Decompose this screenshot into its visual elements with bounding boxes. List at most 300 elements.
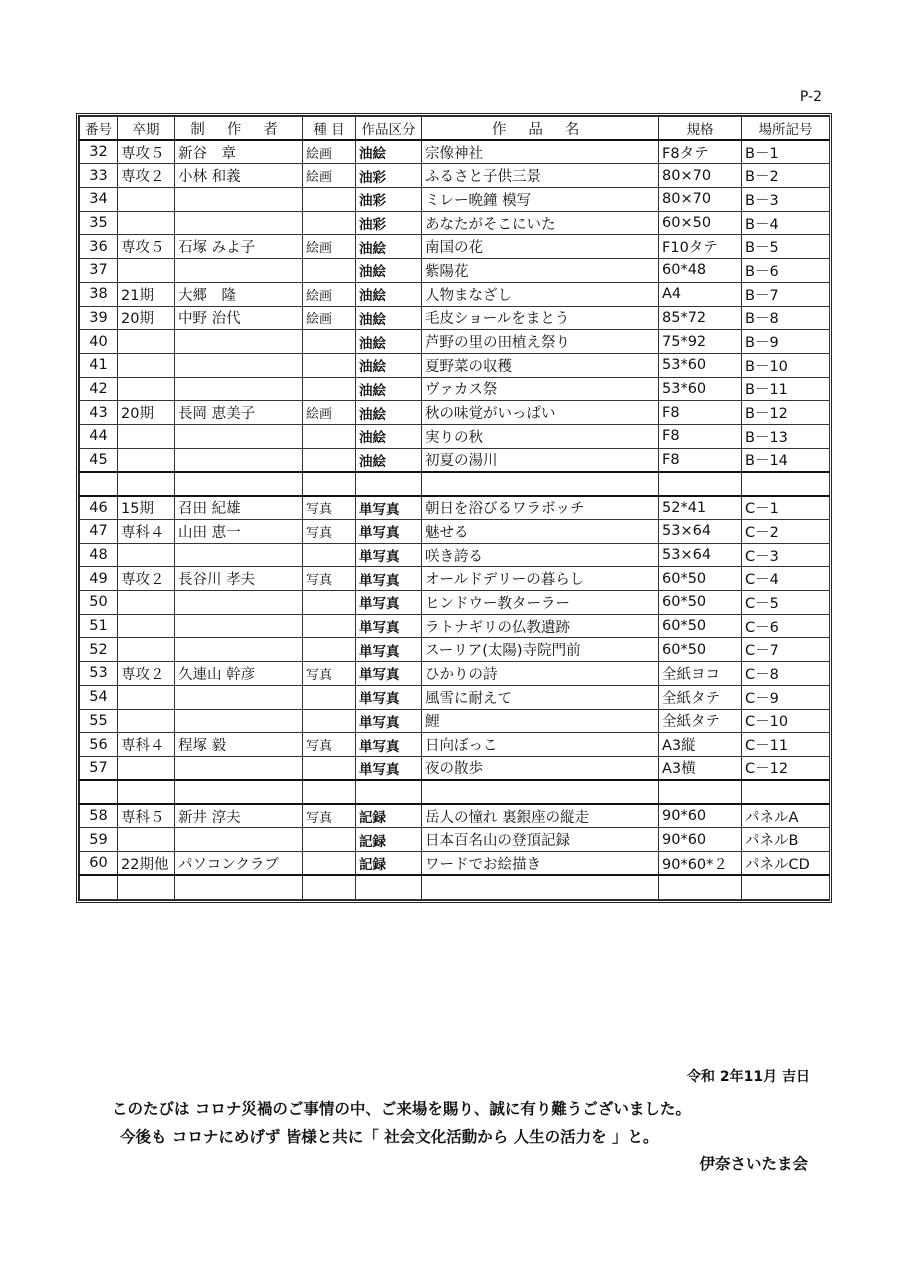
- cell-location: B－14: [742, 448, 830, 472]
- cell-work-type: 単写真: [356, 685, 422, 709]
- cell-size: F10タテ: [659, 235, 742, 259]
- cell-number: 37: [80, 259, 118, 283]
- cell-category: [303, 472, 356, 496]
- cell-artist: 長岡 恵美子: [175, 401, 303, 425]
- cell-graduation: [118, 424, 175, 448]
- cell-category: 絵画: [303, 164, 356, 188]
- cell-location: B－12: [742, 401, 830, 425]
- cell-artist: 程塚 毅: [175, 733, 303, 757]
- cell-location: B－5: [742, 235, 830, 259]
- cell-number: 44: [80, 424, 118, 448]
- cell-location: [742, 875, 830, 899]
- table-row: [80, 330, 830, 354]
- cell-size: A3横: [659, 756, 742, 780]
- footer-organization: 伊奈さいたま会: [699, 1155, 808, 1173]
- cell-title: 朝日を浴びるワラボッチ: [422, 496, 659, 520]
- cell-work-type: 単写真: [356, 638, 422, 662]
- cell-title: 毛皮ショールをまとう: [422, 306, 659, 330]
- table-row: [80, 804, 830, 828]
- cell-category: [303, 875, 356, 899]
- cell-category: [303, 780, 356, 804]
- cell-work-type: 油絵: [356, 401, 422, 425]
- table-row: [80, 424, 830, 448]
- cell-location: B－10: [742, 353, 830, 377]
- cell-location: B－8: [742, 306, 830, 330]
- cell-location: B－6: [742, 259, 830, 283]
- cell-title: ワードでお絵描き: [422, 851, 659, 875]
- table-row: [80, 733, 830, 757]
- cell-number: 53: [80, 662, 118, 686]
- cell-title: 紫陽花: [422, 259, 659, 283]
- cell-work-type: 油絵: [356, 424, 422, 448]
- table-row: [80, 709, 830, 733]
- header-title: 作 品 名: [422, 117, 659, 141]
- cell-location: C－3: [742, 543, 830, 567]
- header-size: 規格: [659, 117, 742, 141]
- cell-work-type: 単写真: [356, 662, 422, 686]
- cell-category: 絵画: [303, 306, 356, 330]
- cell-location: C－11: [742, 733, 830, 757]
- cell-work-type: 油絵: [356, 235, 422, 259]
- cell-number: 34: [80, 188, 118, 212]
- table-row: [80, 638, 830, 662]
- cell-location: パネルA: [742, 804, 830, 828]
- cell-number: 51: [80, 614, 118, 638]
- cell-artist: 長谷川 孝夫: [175, 567, 303, 591]
- cell-graduation: [118, 614, 175, 638]
- cell-size: 80×70: [659, 188, 742, 212]
- cell-number: 52: [80, 638, 118, 662]
- cell-location: B－11: [742, 377, 830, 401]
- cell-title: 夜の散歩: [422, 756, 659, 780]
- cell-artist: [175, 188, 303, 212]
- cell-location: C－12: [742, 756, 830, 780]
- cell-number: 55: [80, 709, 118, 733]
- table-row: [80, 259, 830, 283]
- cell-size: 52*41: [659, 496, 742, 520]
- cell-graduation: [118, 259, 175, 283]
- cell-category: [303, 543, 356, 567]
- cell-artist: 山田 恵一: [175, 520, 303, 544]
- cell-category: [303, 851, 356, 875]
- cell-graduation: [118, 756, 175, 780]
- cell-graduation: [118, 353, 175, 377]
- cell-location: B－7: [742, 282, 830, 306]
- cell-title: 宗像神社: [422, 140, 659, 164]
- cell-graduation: [118, 188, 175, 212]
- cell-number: 36: [80, 235, 118, 259]
- cell-artist: 大郷 隆: [175, 282, 303, 306]
- cell-graduation: [118, 828, 175, 852]
- cell-size: 60*48: [659, 259, 742, 283]
- cell-category: [303, 828, 356, 852]
- cell-work-type: 単写真: [356, 591, 422, 615]
- cell-title: あなたがそこにいた: [422, 211, 659, 235]
- cell-number: 43: [80, 401, 118, 425]
- table-row: [80, 353, 830, 377]
- cell-graduation: [118, 448, 175, 472]
- cell-artist: [175, 330, 303, 354]
- cell-location: B－13: [742, 424, 830, 448]
- cell-artist: パソコンクラブ: [175, 851, 303, 875]
- cell-category: 写真: [303, 567, 356, 591]
- cell-graduation: 専科４: [118, 733, 175, 757]
- cell-work-type: [356, 875, 422, 899]
- cell-size: A4: [659, 282, 742, 306]
- cell-graduation: [118, 780, 175, 804]
- cell-title: スーリア(太陽)寺院門前: [422, 638, 659, 662]
- cell-size: 60*50: [659, 614, 742, 638]
- cell-location: B－2: [742, 164, 830, 188]
- cell-artist: [175, 756, 303, 780]
- cell-work-type: 単写真: [356, 733, 422, 757]
- cell-artist: [175, 685, 303, 709]
- cell-title: 芦野の里の田植え祭り: [422, 330, 659, 354]
- cell-category: 絵画: [303, 401, 356, 425]
- cell-number: 33: [80, 164, 118, 188]
- cell-category: [303, 424, 356, 448]
- cell-work-type: 記録: [356, 851, 422, 875]
- cell-location: B－3: [742, 188, 830, 212]
- cell-work-type: 油絵: [356, 377, 422, 401]
- cell-number: 56: [80, 733, 118, 757]
- cell-artist: [175, 591, 303, 615]
- cell-size: 90*60*２: [659, 851, 742, 875]
- cell-location: C－2: [742, 520, 830, 544]
- cell-number: 58: [80, 804, 118, 828]
- cell-size: 90*60: [659, 828, 742, 852]
- table-row: [80, 377, 830, 401]
- cell-graduation: 専攻２: [118, 164, 175, 188]
- cell-artist: [175, 448, 303, 472]
- cell-artist: [175, 828, 303, 852]
- cell-category: 写真: [303, 496, 356, 520]
- cell-size: 90*60: [659, 804, 742, 828]
- table-row: [80, 828, 830, 852]
- cell-title: 魅せる: [422, 520, 659, 544]
- table-row: [80, 567, 830, 591]
- cell-size: F8: [659, 424, 742, 448]
- cell-size: 75*92: [659, 330, 742, 354]
- cell-number: 48: [80, 543, 118, 567]
- cell-location: C－8: [742, 662, 830, 686]
- cell-graduation: 専攻５: [118, 235, 175, 259]
- table-row: [80, 164, 830, 188]
- table-row: [80, 591, 830, 615]
- cell-graduation: [118, 543, 175, 567]
- cell-location: [742, 780, 830, 804]
- cell-artist: 召田 紀雄: [175, 496, 303, 520]
- cell-graduation: [118, 211, 175, 235]
- cell-number: 45: [80, 448, 118, 472]
- cell-title: [422, 472, 659, 496]
- cell-artist: [175, 614, 303, 638]
- table-header-row: [80, 117, 830, 141]
- cell-category: [303, 188, 356, 212]
- cell-number: 42: [80, 377, 118, 401]
- cell-work-type: 油絵: [356, 448, 422, 472]
- cell-title: 風雪に耐えて: [422, 685, 659, 709]
- cell-graduation: 専攻２: [118, 567, 175, 591]
- cell-artist: 石塚 みよ子: [175, 235, 303, 259]
- table-row: [80, 282, 830, 306]
- table-body: [80, 140, 830, 899]
- cell-location: B－1: [742, 140, 830, 164]
- table-row: [80, 401, 830, 425]
- cell-title: ふるさと子供三景: [422, 164, 659, 188]
- cell-location: C－9: [742, 685, 830, 709]
- cell-location: C－4: [742, 567, 830, 591]
- cell-category: [303, 330, 356, 354]
- cell-graduation: [118, 472, 175, 496]
- table-row: [80, 614, 830, 638]
- footer-message-2: 今後も コロナにめげず 皆様と共に「 社会文化活動から 人生の活力を 」と。: [120, 1128, 659, 1146]
- cell-artist: [175, 472, 303, 496]
- cell-work-type: 油絵: [356, 306, 422, 330]
- cell-graduation: 専攻５: [118, 140, 175, 164]
- header-number: 番号: [80, 117, 118, 141]
- cell-artist: 小林 和義: [175, 164, 303, 188]
- cell-artist: 久連山 幹彦: [175, 662, 303, 686]
- cell-number: 59: [80, 828, 118, 852]
- spacer-row: [80, 875, 830, 899]
- cell-work-type: 単写真: [356, 567, 422, 591]
- cell-size: 53×64: [659, 520, 742, 544]
- cell-artist: [175, 259, 303, 283]
- cell-work-type: 単写真: [356, 520, 422, 544]
- table-row: [80, 188, 830, 212]
- cell-size: 60×50: [659, 211, 742, 235]
- cell-location: C－5: [742, 591, 830, 615]
- cell-work-type: 単写真: [356, 496, 422, 520]
- cell-artist: [175, 211, 303, 235]
- table-row: [80, 756, 830, 780]
- cell-category: [303, 709, 356, 733]
- cell-title: 咲き誇る: [422, 543, 659, 567]
- cell-category: [303, 377, 356, 401]
- cell-title: 岳人の憧れ 裏銀座の縦走: [422, 804, 659, 828]
- cell-title: 鯉: [422, 709, 659, 733]
- cell-title: オールドデリーの暮らし: [422, 567, 659, 591]
- cell-work-type: 油彩: [356, 188, 422, 212]
- cell-category: 絵画: [303, 282, 356, 306]
- cell-category: 写真: [303, 520, 356, 544]
- exhibit-table-frame: [76, 113, 832, 903]
- cell-location: [742, 472, 830, 496]
- cell-category: [303, 638, 356, 662]
- table-row: [80, 306, 830, 330]
- cell-category: [303, 591, 356, 615]
- cell-work-type: 単写真: [356, 709, 422, 733]
- cell-graduation: [118, 638, 175, 662]
- cell-title: ミレー晩鐘 模写: [422, 188, 659, 212]
- table-row: [80, 140, 830, 164]
- cell-graduation: 22期他: [118, 851, 175, 875]
- table-row: [80, 851, 830, 875]
- cell-size: [659, 875, 742, 899]
- cell-number: 47: [80, 520, 118, 544]
- cell-artist: [175, 424, 303, 448]
- table-row: [80, 235, 830, 259]
- cell-number: 46: [80, 496, 118, 520]
- cell-number: [80, 472, 118, 496]
- cell-size: A3縦: [659, 733, 742, 757]
- cell-number: 54: [80, 685, 118, 709]
- cell-location: C－10: [742, 709, 830, 733]
- footer-date: 令和 2年11月 吉日: [687, 1069, 810, 1085]
- cell-title: 南国の花: [422, 235, 659, 259]
- cell-location: パネルB: [742, 828, 830, 852]
- cell-size: F8: [659, 401, 742, 425]
- cell-artist: 新谷 章: [175, 140, 303, 164]
- cell-artist: 中野 治代: [175, 306, 303, 330]
- cell-location: C－6: [742, 614, 830, 638]
- cell-title: ラトナギリの仏教遺跡: [422, 614, 659, 638]
- cell-work-type: 油絵: [356, 140, 422, 164]
- cell-artist: [175, 780, 303, 804]
- cell-size: F8: [659, 448, 742, 472]
- cell-category: 写真: [303, 662, 356, 686]
- cell-number: 60: [80, 851, 118, 875]
- cell-artist: [175, 353, 303, 377]
- cell-work-type: 油彩: [356, 211, 422, 235]
- cell-graduation: [118, 591, 175, 615]
- cell-size: 80×70: [659, 164, 742, 188]
- cell-work-type: 記録: [356, 828, 422, 852]
- spacer-row: [80, 472, 830, 496]
- cell-work-type: [356, 472, 422, 496]
- cell-graduation: 15期: [118, 496, 175, 520]
- table-row: [80, 543, 830, 567]
- cell-title: ヒンドウー教ターラー: [422, 591, 659, 615]
- table-row: [80, 211, 830, 235]
- cell-size: [659, 472, 742, 496]
- cell-artist: [175, 638, 303, 662]
- cell-category: [303, 448, 356, 472]
- cell-size: 85*72: [659, 306, 742, 330]
- cell-size: 53*60: [659, 377, 742, 401]
- cell-work-type: [356, 780, 422, 804]
- cell-title: 実りの秋: [422, 424, 659, 448]
- cell-graduation: 専攻２: [118, 662, 175, 686]
- cell-work-type: 単写真: [356, 543, 422, 567]
- cell-work-type: 単写真: [356, 614, 422, 638]
- cell-number: [80, 780, 118, 804]
- cell-category: [303, 756, 356, 780]
- cell-number: 57: [80, 756, 118, 780]
- cell-graduation: [118, 377, 175, 401]
- cell-graduation: 20期: [118, 306, 175, 330]
- cell-number: 40: [80, 330, 118, 354]
- cell-size: [659, 780, 742, 804]
- cell-graduation: [118, 685, 175, 709]
- cell-graduation: [118, 330, 175, 354]
- cell-location: C－7: [742, 638, 830, 662]
- header-location: 場所記号: [742, 117, 830, 141]
- cell-category: [303, 353, 356, 377]
- cell-number: 38: [80, 282, 118, 306]
- cell-category: 写真: [303, 733, 356, 757]
- cell-title: 日本百名山の登頂記録: [422, 828, 659, 852]
- cell-number: 49: [80, 567, 118, 591]
- footer-message-1: このたびは コロナ災禍のご事情の中、ご来場を賜り、誠に有り難うございました。: [112, 1100, 691, 1118]
- page-number: P-2: [799, 89, 822, 105]
- table-row: [80, 448, 830, 472]
- table-row: [80, 685, 830, 709]
- cell-number: 39: [80, 306, 118, 330]
- cell-title: [422, 780, 659, 804]
- cell-artist: [175, 377, 303, 401]
- cell-title: 人物まなざし: [422, 282, 659, 306]
- cell-work-type: 油絵: [356, 353, 422, 377]
- cell-graduation: 専科４: [118, 520, 175, 544]
- cell-graduation: 専科５: [118, 804, 175, 828]
- cell-work-type: 油絵: [356, 330, 422, 354]
- cell-title: ひかりの詩: [422, 662, 659, 686]
- cell-work-type: 記録: [356, 804, 422, 828]
- cell-size: 53×64: [659, 543, 742, 567]
- cell-graduation: 21期: [118, 282, 175, 306]
- cell-location: B－9: [742, 330, 830, 354]
- cell-number: 35: [80, 211, 118, 235]
- cell-size: 60*50: [659, 638, 742, 662]
- cell-size: 全紙タテ: [659, 709, 742, 733]
- header-artist: 制 作 者: [175, 117, 303, 141]
- cell-title: 秋の味覚がいっぱい: [422, 401, 659, 425]
- cell-category: 絵画: [303, 235, 356, 259]
- cell-graduation: 20期: [118, 401, 175, 425]
- cell-category: [303, 614, 356, 638]
- cell-work-type: 油彩: [356, 164, 422, 188]
- cell-artist: [175, 543, 303, 567]
- cell-category: 絵画: [303, 140, 356, 164]
- cell-location: B－4: [742, 211, 830, 235]
- cell-size: F8タテ: [659, 140, 742, 164]
- cell-size: 全紙タテ: [659, 685, 742, 709]
- cell-number: 50: [80, 591, 118, 615]
- table-row: [80, 662, 830, 686]
- cell-artist: [175, 875, 303, 899]
- cell-title: ヴァカス祭: [422, 377, 659, 401]
- header-work-type: 作品区分: [356, 117, 422, 141]
- cell-size: 全紙ヨコ: [659, 662, 742, 686]
- exhibit-table: [79, 116, 830, 900]
- cell-location: パネルCD: [742, 851, 830, 875]
- cell-artist: [175, 709, 303, 733]
- cell-category: [303, 211, 356, 235]
- cell-size: 60*50: [659, 591, 742, 615]
- cell-category: [303, 685, 356, 709]
- cell-title: [422, 875, 659, 899]
- header-graduation: 卒期: [118, 117, 175, 141]
- table-row: [80, 496, 830, 520]
- cell-work-type: 油絵: [356, 259, 422, 283]
- cell-title: 日向ぼっこ: [422, 733, 659, 757]
- cell-size: 60*50: [659, 567, 742, 591]
- table-row: [80, 520, 830, 544]
- cell-number: 41: [80, 353, 118, 377]
- cell-number: 32: [80, 140, 118, 164]
- cell-title: 夏野菜の収穫: [422, 353, 659, 377]
- cell-category: 写真: [303, 804, 356, 828]
- cell-graduation: [118, 875, 175, 899]
- cell-artist: 新井 淳夫: [175, 804, 303, 828]
- cell-size: 53*60: [659, 353, 742, 377]
- cell-location: C－1: [742, 496, 830, 520]
- header-category: 種 目: [303, 117, 356, 141]
- spacer-row: [80, 780, 830, 804]
- cell-work-type: 単写真: [356, 756, 422, 780]
